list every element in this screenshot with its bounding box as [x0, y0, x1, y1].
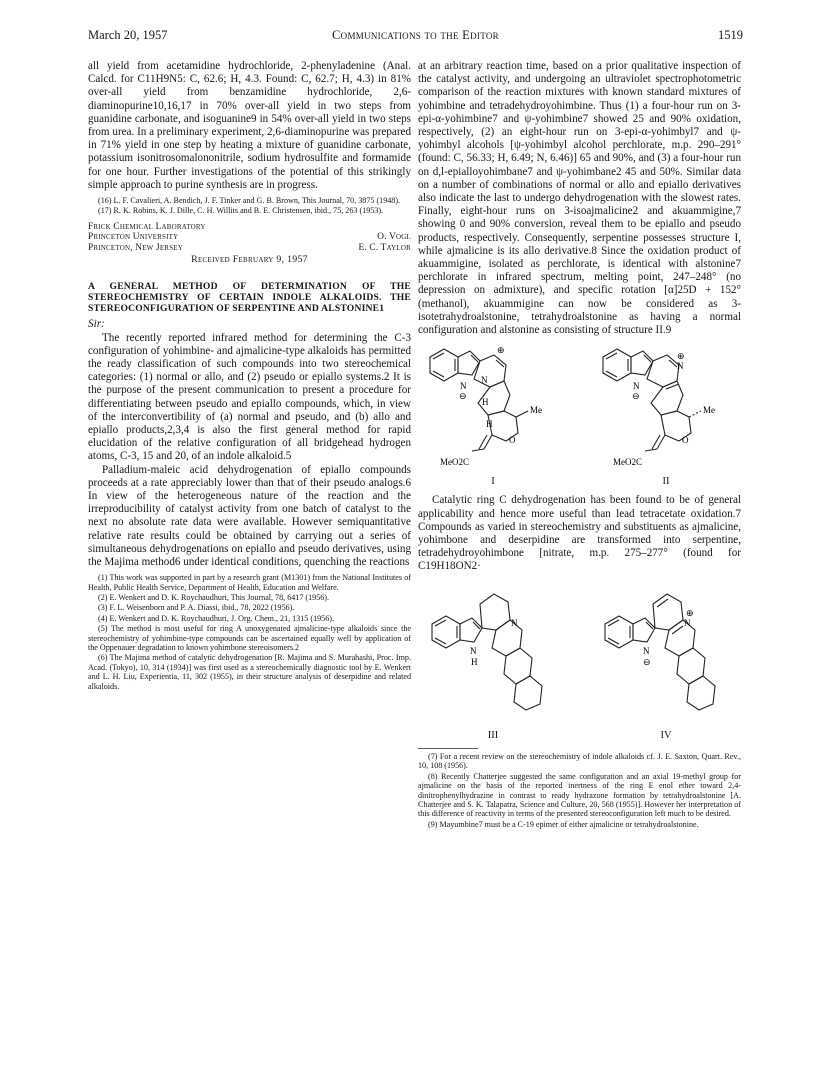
svg-text:⊕: ⊕: [677, 351, 685, 362]
methyl-label: Me: [703, 405, 715, 416]
author-name: E. C. Taylor: [358, 243, 411, 254]
page-number: 1519: [718, 28, 743, 42]
svg-text:N: N: [684, 617, 691, 628]
structures-row-top: [418, 339, 741, 488]
structure-numeral: I: [491, 476, 495, 488]
body-paragraph: Catalytic ring C dehydrogenation has been found to be of general applicability and hence more useful than lead tetracetate oxidation.7 Compounds as varied in stereochemistry and substituents as ajmalicine, yohimbone and deserpidine are transformed into serpentine, tetradehydroyohimbone [nitrate, m.p. 275–277° (found for C19H18ON2·: [418, 494, 741, 573]
structures-row-bottom: [418, 578, 741, 742]
ester-label: MeO2C: [440, 457, 469, 468]
svg-text:N: N: [677, 361, 684, 372]
svg-text:⊖: ⊖: [643, 656, 651, 667]
svg-text:⊕: ⊕: [497, 345, 505, 356]
footnote-16: (16) L. F. Cavalieri, A. Bendich, J. F. Tinker and G. B. Brown, This Journal, 70, 3875 (1948).: [98, 196, 401, 206]
continued-paragraph: all yield from acetamidine hydrochloride, 2-phenyladenine (Anal. Calcd. for C11H9N5: C, 62.6; H, 4.3. Found: C, 62.7; H, 4.3) in 81% over-all yield from benzamidine hydrochloride, 2,6-diaminopurine10,16,17 in 70% over-all yield in two steps from guanidine carbonate, and isoguanine9 in 54% over-all yield in two steps from urea. In a preliminary experiment, 2,6-diaminopurine was prepared in 71% yield in one step by heating a mixture of guanidine carbonate, potassium isonitrosomalononitrile, sodium hydrosulfite and formamide for one hour. Further investigations of the potential of this strikingly simple approach to purine synthesis are in progress.: [88, 60, 411, 191]
article-title: A GENERAL METHOD OF DETERMINATION OF THE STEREOCHEMISTRY OF CERTAIN INDOLE ALKALOIDS. THE STEREOCONFIGURATION OF SERPENTINE AND ALSTONINE1: [88, 281, 411, 314]
svg-text:H: H: [482, 397, 489, 408]
body-paragraph: Palladium-maleic acid dehydrogenation of epiallo compounds proceeds at a rate appreciably lower than that of their pseudo analogs.6 In view of the heterogeneous nature of the reaction and the irreproducibility of catalyst activity from one batch of catalyst to the next no absolute rate data were available. However semiquantitative relative rate results could be obtained by carrying out a series of simultaneous dehydrogenations on epiallo and pseudo derivatives, using the Majima method6 under identical conditions, quenching the reactions: [88, 463, 411, 568]
svg-text:O: O: [682, 435, 689, 446]
body-paragraph: The recently reported infrared method for determining the C-3 configuration of yohimbine- and ajmalicine-type alkaloids has permitted the ready classification of such compounds into two stereochemical categories: (1) normal or allo, and (2) pseudo or epiallo systems.2 It is the purpose of the present communication to present a procedure for differentiating between pseudo and epiallo compounds, which, in view of the interconvertibility of (a) normal and pseudo, and (b) allo and epiallo products,2,3,4 is also the first general method for rapid elucidation of the relative configuration of all bridgehead hydrogen atoms, C-3, 15 and 20, of an indole alkaloid.5: [88, 331, 411, 463]
footnote-1: (1) This work was supported in part by a research grant (M1301) from the National Institutes of Health, Public Health Service, Department of Health, Education and Welfare.: [88, 573, 411, 592]
footnote-3: (3) F. L. Weisenborn and P. A. Diassi, ibid., 78, 2022 (1956).: [98, 603, 295, 613]
footnote-6: (6) The Majima method of catalytic dehydrogenation [R. Majima and S. Murahashi, Proc. Imp. Acad. (Tokyo), 10, 314 (1934)] was first used as a stereochemically diagnostic tool by E. Wenkert and L. H. Liu, Experientia, 11, 302 (1955), in their structure analysis of deserpidine and related alkaloids.: [88, 653, 411, 691]
footnote-17: (17) R. K. Robins, K. J. Dille, C. H. Willits and B. E. Christensen, ibid., 75, 263 (1953).: [98, 206, 384, 216]
svg-text:N: N: [511, 617, 518, 628]
footnote-8: (8) Recently Chatterjee suggested the same configuration and an axial 19-methyl group for ajmalicine on the basis of the reported inertness of the ring E enol ether toward 2,4-dinitrophenylhydrazine in contrast to ready hydrazone formation by tetrahydroalstonine [A. Chatterjee and S. K. Talapatra, Science and Culture, 20, 568 (1955)]. However her interpretation of this difference of reactivity in terms of the presented stereoconfiguration left much to be desired.: [418, 771, 741, 819]
running-head: [88, 28, 743, 46]
city-name: Princeton, New Jersey: [88, 243, 183, 254]
structure-III: [418, 578, 568, 742]
svg-text:H: H: [471, 656, 478, 667]
svg-text:⊕: ⊕: [686, 607, 694, 618]
svg-text:N: N: [633, 381, 640, 392]
svg-text:⊖: ⊖: [459, 391, 467, 402]
footnotes-block: [418, 752, 741, 829]
footnote-5: (5) The method is most useful for ring A unoxygenated ajmalicine-type alkaloids since the stereochemistry of yohimbine-type compounds can be ascertained equally well by application of the Oppenauer degradation to known yohimbone stereoisomers.2: [88, 624, 411, 653]
structure-II: [591, 339, 741, 488]
svg-text:⊖: ⊖: [632, 391, 640, 402]
received-date: Received February 9, 1957: [191, 253, 308, 265]
methyl-label: Me: [530, 405, 542, 416]
structure-IV-drawing: [591, 578, 741, 728]
structure-numeral: II: [662, 476, 670, 488]
right-column: [418, 60, 741, 829]
structure-III-drawing: [418, 578, 568, 728]
ester-label: MeO2C: [613, 457, 642, 468]
svg-text:N: N: [481, 375, 488, 386]
author-name: O. Vogl: [377, 232, 411, 243]
section-title: Communications to the Editor: [332, 28, 499, 42]
laboratory-name: Frick Chemical Laboratory: [88, 221, 206, 232]
footnote-4: (4) E. Wenkert and D. K. Roychaudhuri, J. Org. Chem., 21, 1315 (1956).: [98, 613, 334, 623]
structure-II-drawing: [591, 339, 741, 474]
structure-I: [418, 339, 568, 488]
footnote-2: (2) E. Wenkert and D. K. Roychaudhuri, This Journal, 78, 6417 (1956).: [98, 593, 330, 602]
structure-numeral: III: [487, 729, 499, 741]
svg-text:H: H: [486, 419, 493, 430]
footnote-7: (7) For a recent review on the stereochemistry of indole alkaloids cf. J. E. Saxton, Quart. Rev., 10, 108 (1956).: [418, 751, 741, 771]
svg-text:N: N: [643, 645, 650, 656]
footnote-9: (9) Mayumbine7 must be a C-19 epimer of either ajmalicine or tetrahydroalstonine.: [428, 819, 699, 829]
footnotes-block: [88, 573, 411, 691]
salutation: Sir:: [88, 318, 105, 331]
footnote-rule: [418, 748, 478, 749]
left-column: [88, 60, 411, 691]
university-name: Princeton University: [88, 232, 179, 243]
svg-text:N: N: [470, 645, 477, 656]
affiliation-block: [88, 222, 411, 265]
body-paragraph: at an arbitrary reaction time, based on a prior qualitative inspection of the catalyst activity, and undergoing an ultraviolet spectrophotometric comparison of the reaction mixtures with known standard mixtures of yohimbine and tetradehydroyohimbine. Thus (1) a four-hour run on 3-epi-α-yohimbine7 and ψ-yohimbine7 showed 25 and 90% oxidation, respectively, (2) an eight-hour run on 3-epi-α-yohimbyl7 and ψ-yohimbyl alcohols [ψ-yohimbyl alcohol perchlorate, m.p. 290–291° (found: C, 56.33; H, 6.49; N, 6.46)] 65 and 90%, and (3) a four-hour run on d,l-epialloyohimbane7 and ψ-yohimbane2 45 and 50%. Similar data on a number of combinations of normal or allo and epiallo derivatives also indicate the last to undergo dehydrogenation with the slowest rates. Finally, eight-hour runs on 3-isoajmalicine2 and akuammigine,7 showing 0 and 90% conversion, reveal them to be epiallo and pseudo products, respectively. Consequently, serpentine possesses structure I, while ajmalicine is its allo derivative.8 Since the oxidation product of akuammigine, isolated as perchlorate, is identical with alstonine7 perchlorate in infrared spectrum, melting point, 247–248° (no depression on admixture), and specific rotation [α]25D + 152° (methanol), akuammigine can now be considered as 3-isotetrahydroalstonine, tetrahydroalstonine as having a normal configuration and alstonine as consisting of structure II.9: [418, 60, 741, 337]
issue-date: March 20, 1957: [88, 28, 168, 42]
svg-text:O: O: [509, 435, 516, 446]
footnotes-previous-article: [88, 196, 411, 216]
svg-text:N: N: [460, 381, 467, 392]
structure-I-drawing: [418, 339, 568, 474]
structure-IV: [591, 578, 741, 742]
structure-numeral: IV: [660, 729, 672, 741]
